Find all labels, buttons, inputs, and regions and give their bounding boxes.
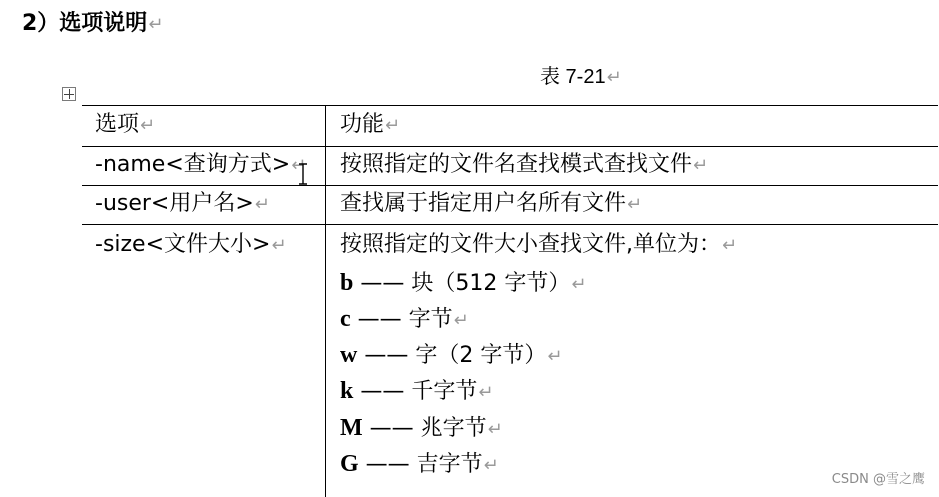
row-name-function-cell [340,152,708,179]
paragraph-mark-icon: ↵ [254,194,270,215]
unit-desc: 吉字节 [409,452,483,477]
unit-desc: 字节 [401,307,453,332]
unit-desc: 块（512 字节） [404,271,571,296]
row-user-option-text: -user<用户名> [95,191,254,216]
watermark: CSDN @雪之鹰 [831,472,925,487]
unit-dash: —— [364,343,409,368]
header-function-cell [340,112,400,139]
paragraph-mark-icon: ↵ [453,310,469,331]
row-size-function-text: 按照指定的文件大小查找文件,单位为： [340,232,721,257]
paragraph-mark-icon: ↵ [606,67,622,87]
paragraph-mark-icon: ↵ [140,115,156,136]
text-cursor-icon [299,163,307,185]
unit-item-c [340,306,469,334]
row-user-option-cell [95,191,270,218]
table-caption [540,60,622,89]
row-name-function-text: 按照指定的文件名查找模式查找文件 [340,152,693,177]
paragraph-mark-icon: ↵ [385,115,401,136]
paragraph-mark-icon: ↵ [148,14,164,35]
unit-letter: b [340,270,354,296]
unit-letter: G [340,451,359,477]
row-user-function-cell [340,191,642,218]
unit-item-b [340,270,586,298]
table-border-row2 [82,185,938,186]
unit-desc: 兆字节 [413,416,487,441]
row-size-option-text: -size<文件大小> [95,232,271,257]
table-move-handle-icon[interactable] [62,87,76,101]
unit-dash: —— [365,452,410,477]
header-function-text: 功能 [340,112,385,137]
paragraph-mark-icon: ↵ [483,455,499,476]
table-border-row3 [82,224,938,225]
table-column-divider [325,105,326,497]
unit-letter: k [340,378,354,404]
table-border-top [82,105,938,106]
unit-item-k [340,378,493,406]
row-size-option-cell [95,232,287,259]
unit-item-w [340,342,562,370]
paragraph-mark-icon: ↵ [478,382,494,403]
unit-dash: —— [357,307,402,332]
unit-desc: 字（2 字节） [408,343,547,368]
unit-letter: c [340,306,351,332]
paragraph-mark-icon: ↵ [693,155,709,176]
section-heading-text: 2）选项说明 [22,11,148,36]
unit-item-m [340,415,503,443]
unit-dash: —— [360,271,405,296]
header-option-text: 选项 [95,112,140,137]
paragraph-mark-icon: ↵ [722,235,738,256]
paragraph-mark-icon: ↵ [547,346,563,367]
table-border-row1 [82,146,938,147]
row-name-option-cell [95,152,306,179]
unit-letter: M [340,415,363,441]
paragraph-mark-icon: ↵ [487,419,503,440]
paragraph-mark-icon: ↵ [291,155,307,176]
unit-letter: w [340,342,358,368]
row-size-function-cell [340,232,737,259]
unit-dash: —— [360,379,405,404]
paragraph-mark-icon: ↵ [271,235,287,256]
table-caption-text: 表 7-21 [540,66,606,88]
unit-item-g [340,451,499,479]
paragraph-mark-icon: ↵ [571,274,587,295]
row-name-option-text: -name<查询方式> [95,152,291,177]
paragraph-mark-icon: ↵ [627,194,643,215]
section-heading [22,6,163,37]
unit-desc: 千字节 [404,379,478,404]
header-option-cell [95,112,155,139]
unit-dash: —— [369,416,414,441]
row-user-function-text: 查找属于指定用户名所有文件 [340,191,627,216]
